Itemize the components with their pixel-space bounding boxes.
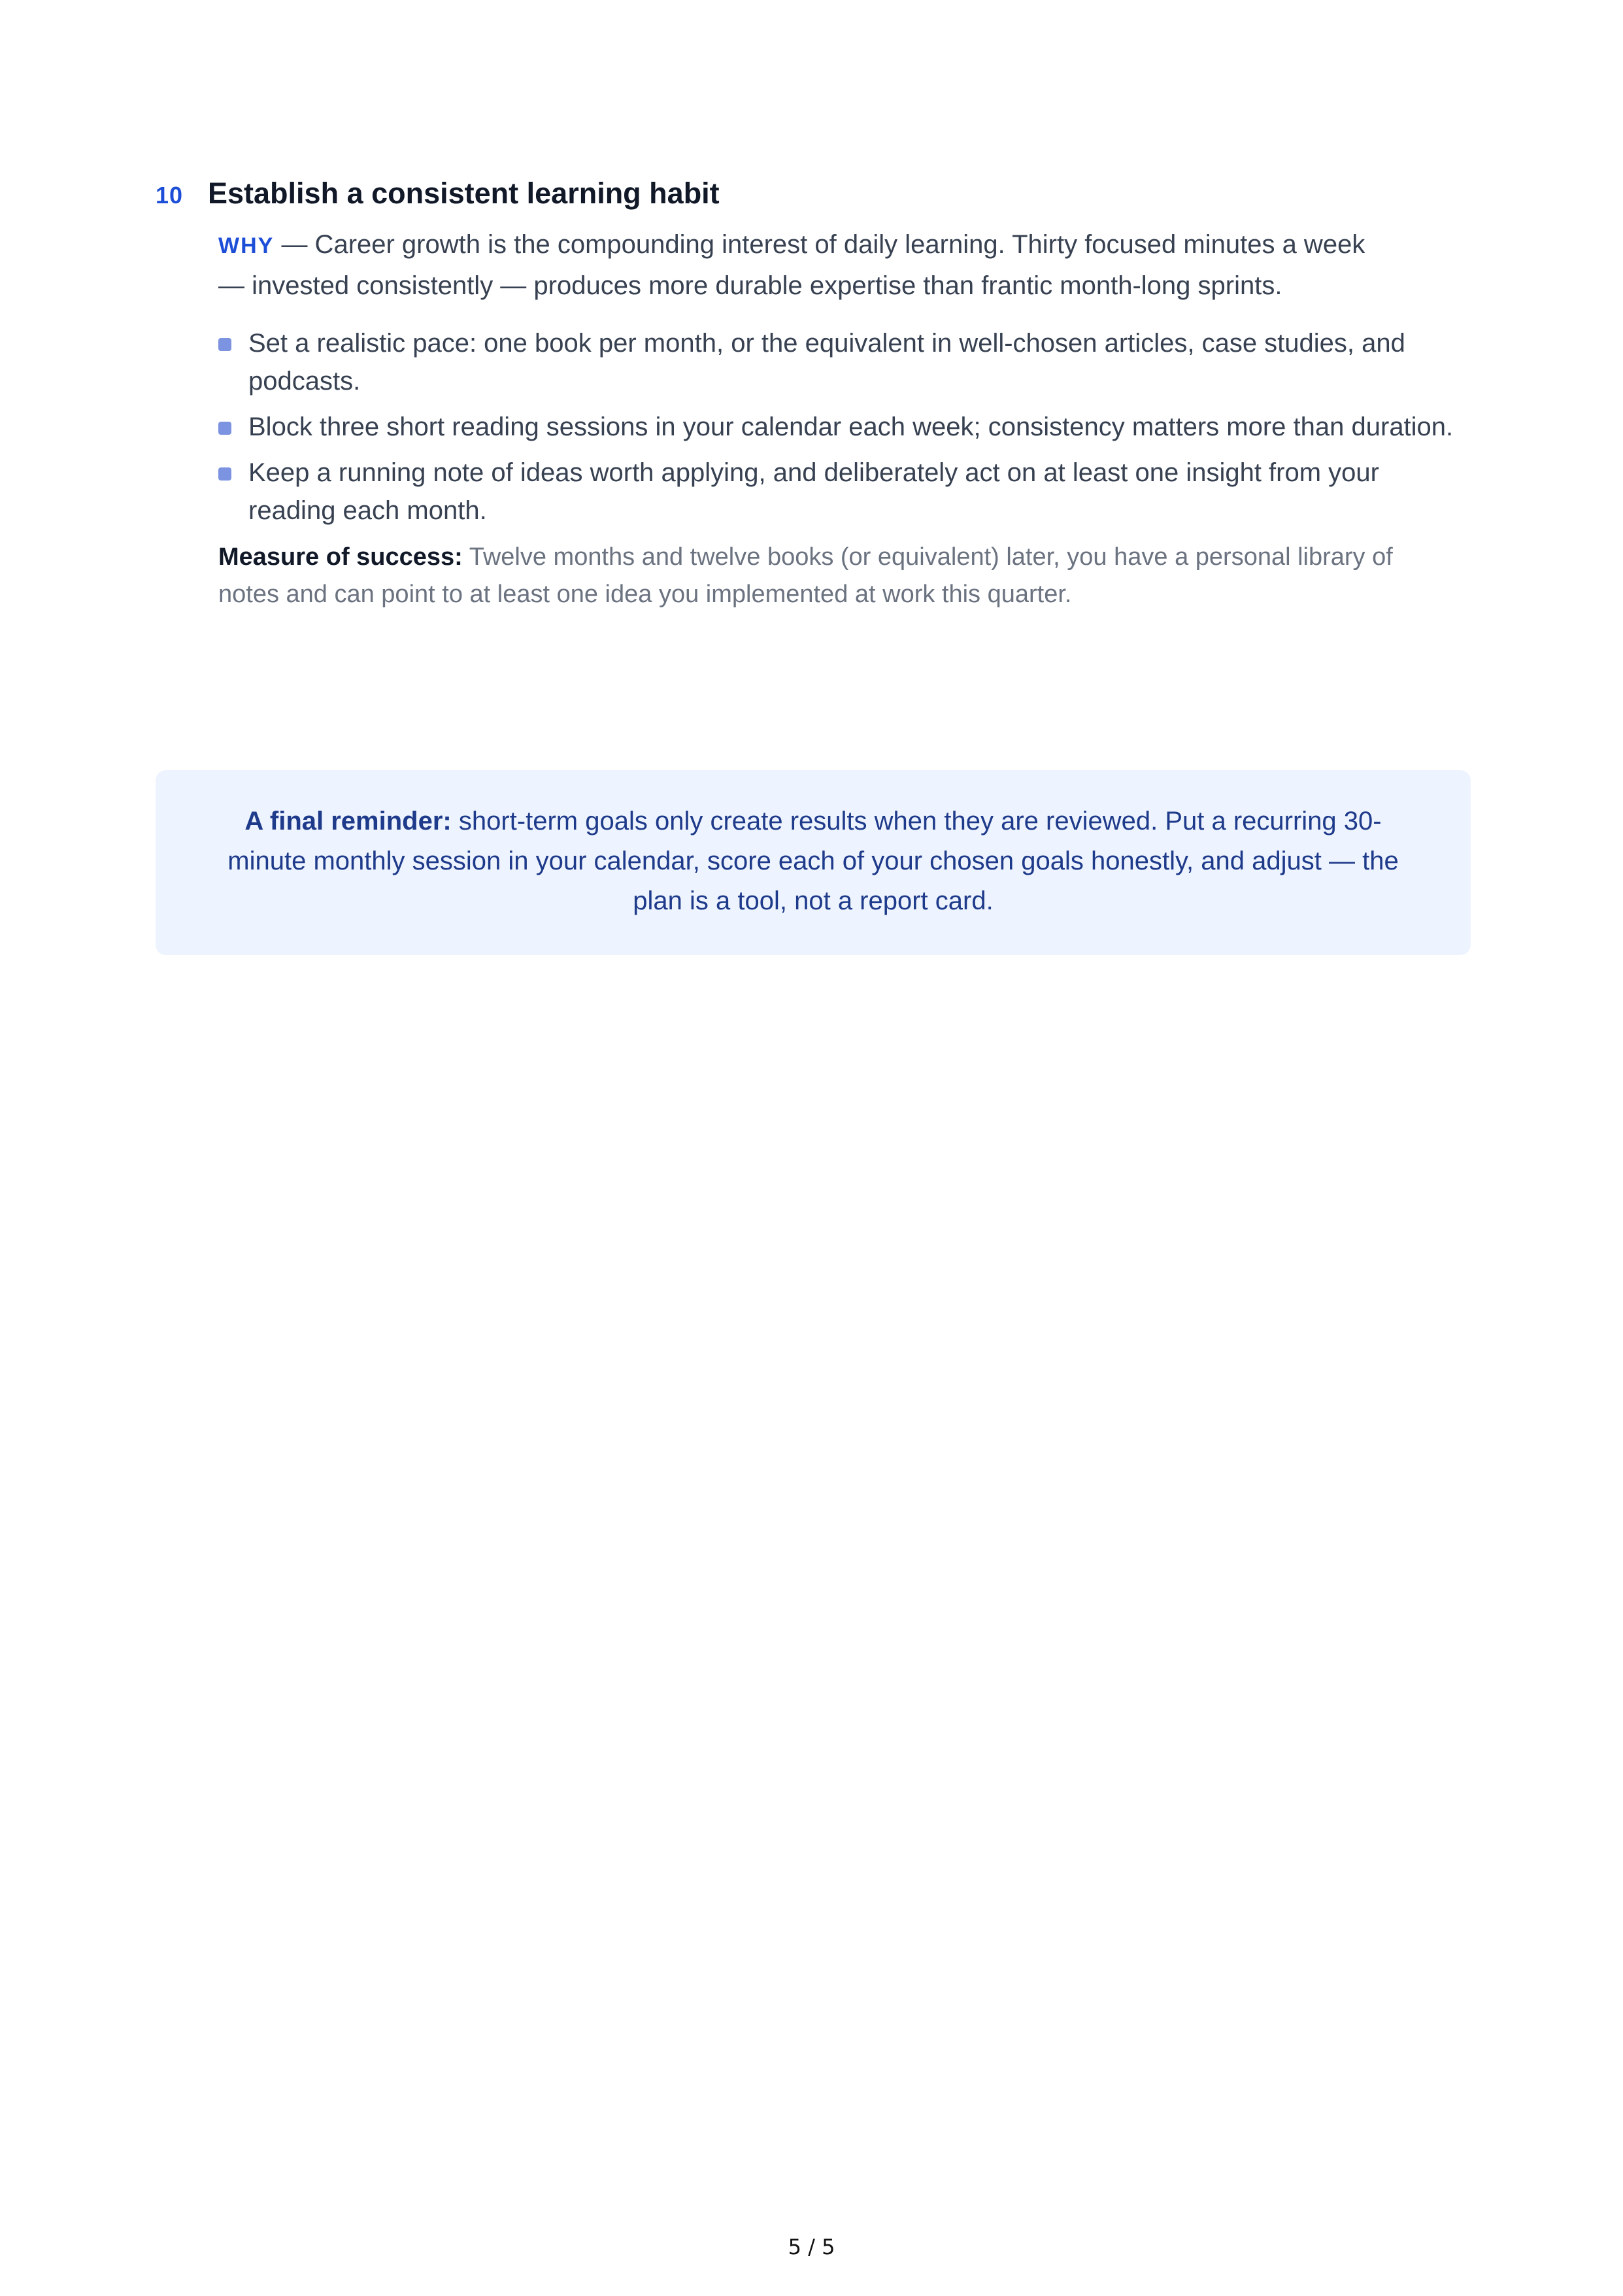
- goal-section: [156, 177, 1469, 613]
- goal-number: 10: [156, 182, 184, 209]
- list-item-text: Keep a running note of ideas worth applying, and deliberately act on at least one insight from your reading each month.: [248, 458, 1379, 525]
- reminder-label: A final reminder:: [244, 807, 452, 836]
- reminder-text: short-term goals only create results when they are reviewed. Put a recurring 30-minute monthly session in your calendar, score each of your chosen goals honestly, and adjust — the plan is a tool, not a report card.: [227, 807, 1399, 915]
- success-text: Twelve months and twelve books (or equivalent) later, you have a personal library of notes and can point to at least one idea you implemented at work this quarter.: [218, 543, 1393, 608]
- list-item-text: Set a realistic pace: one book per month, or the equivalent in well-chosen articles, case studies, and podcasts.: [248, 329, 1405, 396]
- page-number: 5 / 5: [788, 2235, 835, 2259]
- success-label: Measure of success:: [218, 543, 463, 571]
- list-item: [218, 408, 1454, 446]
- bullet-square-icon: [218, 422, 231, 435]
- final-reminder-callout: [156, 770, 1471, 955]
- why-text: — Career growth is the compounding interest of daily learning. Thirty focused minutes a week — invested consistently — produces more durable expertise than frantic month-long sprints.: [218, 230, 1365, 300]
- list-item-text: Block three short reading sessions in your calendar each week; consistency matters more than duration.: [248, 413, 1454, 441]
- list-item: [218, 324, 1454, 400]
- why-label: WHY: [218, 233, 275, 258]
- list-item: [218, 454, 1454, 530]
- bullet-square-icon: [218, 338, 231, 351]
- goal-title: Establish a consistent learning habit: [208, 177, 720, 210]
- bullet-square-icon: [218, 467, 231, 481]
- success-measure: [218, 539, 1454, 613]
- why-paragraph: [218, 225, 1382, 306]
- action-list: [218, 324, 1454, 530]
- goal-body: [218, 225, 1454, 613]
- goal-header: [156, 177, 1469, 211]
